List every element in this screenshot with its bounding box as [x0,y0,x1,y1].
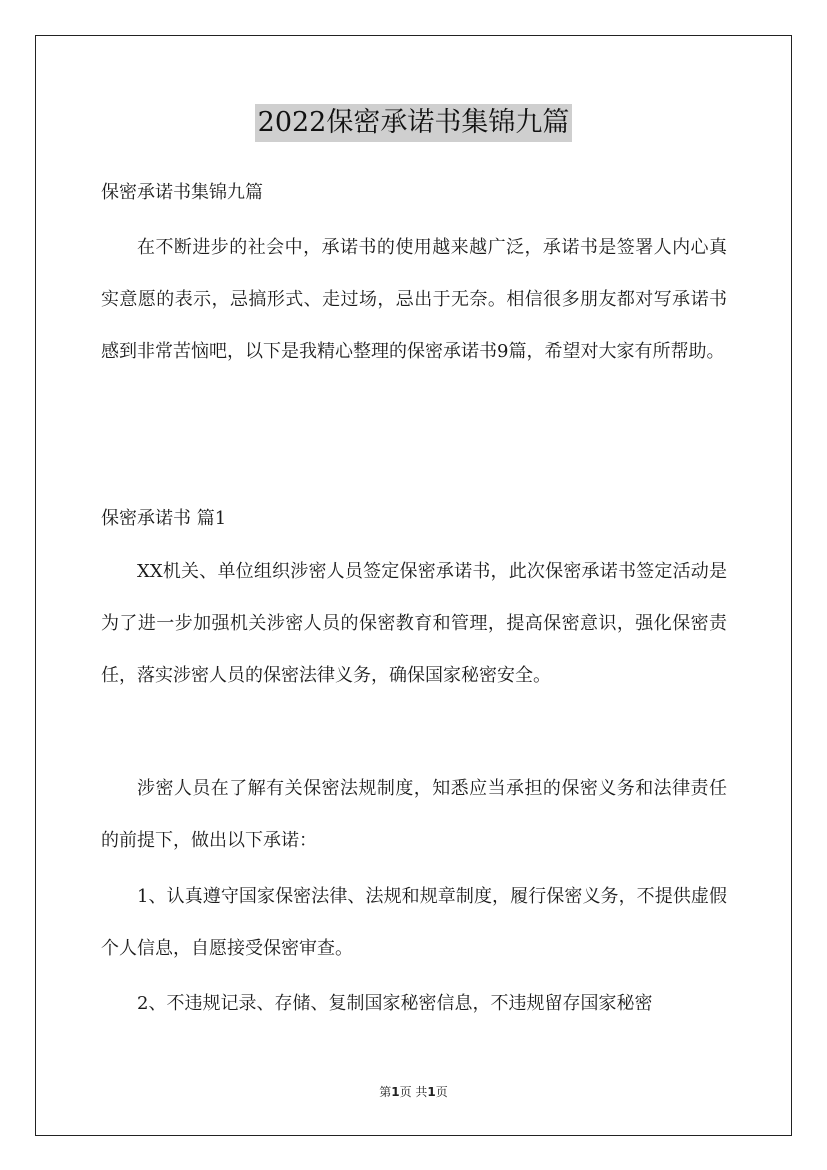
footer-page-total: 1 [427,1085,436,1099]
document-subtitle: 保密承诺书集锦九篇 [101,182,263,203]
footer-suffix: 页 [435,1085,448,1099]
page-footer [0,1083,827,1100]
document-title: 2022保密承诺书集锦九篇 [255,104,573,142]
body-paragraph-3: 1、认真遵守国家保密法律、法规和规章制度，履行保密义务，不提供虚假个人信息，自愿接受保密审查。 [101,886,727,959]
intro-paragraph: 在不断进步的社会中，承诺书的使用越来越广泛，承诺书是签署人内心真实意愿的表示，忌搞形式、走过场，忌出于无奈。相信很多朋友都对写承诺书感到非常苦恼吧，以下是我精心整理的保密承诺书9篇，希望对大家有所帮助。 [101,237,727,362]
footer-prefix: 第 [379,1085,392,1099]
footer-mid: 页 共 [399,1085,428,1099]
body-paragraph-4: 2、不违规记录、存储、复制国家秘密信息，不违规留存国家秘密 [137,993,653,1014]
footer-page-number: 1 [391,1085,400,1099]
body-paragraph-2: 涉密人员在了解有关保密法规制度，知悉应当承担的保密义务和法律责任的前提下，做出以下承诺： [101,778,727,851]
body-paragraph-1: XX机关、单位组织涉密人员签定保密承诺书，此次保密承诺书签定活动是为了进一步加强机关涉密人员的保密教育和管理，提高保密意识，强化保密责任，落实涉密人员的保密法律义务，确保国家秘密安全。 [101,561,727,686]
section-heading: 保密承诺书 篇1 [101,508,227,529]
title-container [0,104,827,142]
